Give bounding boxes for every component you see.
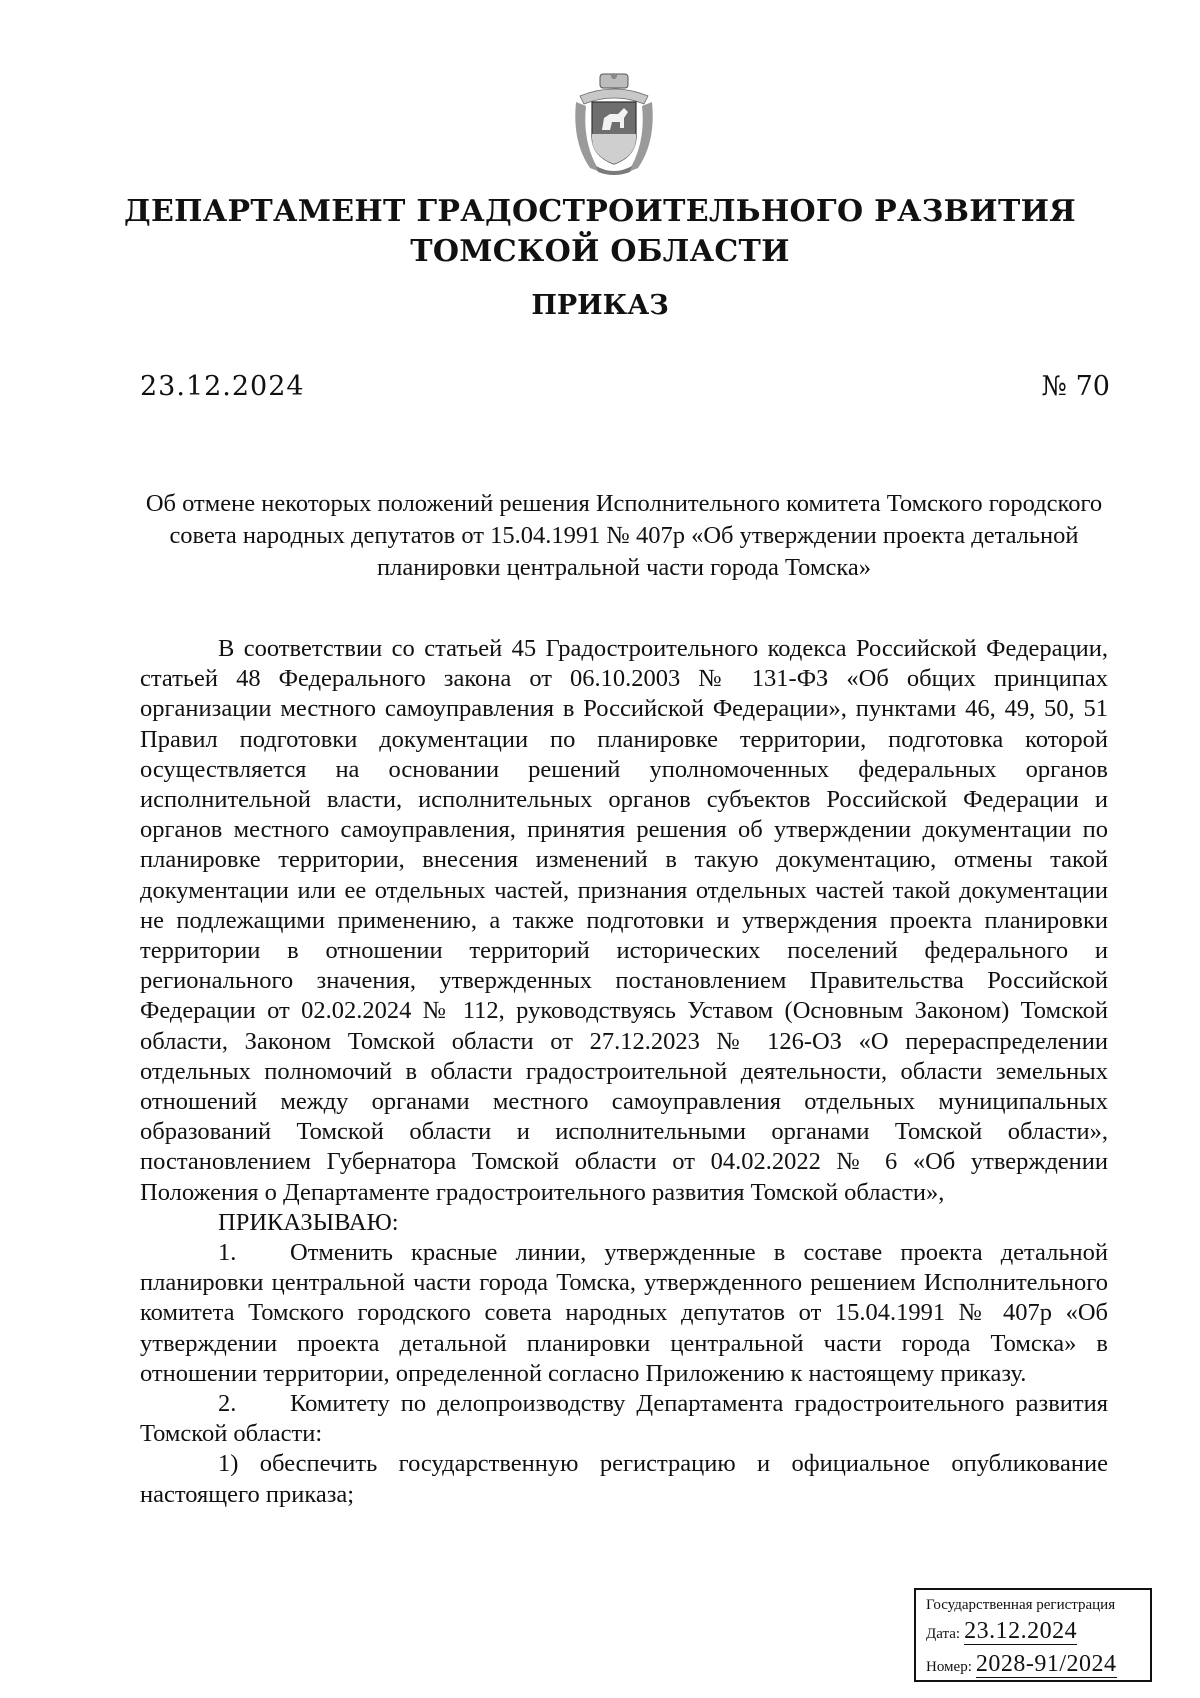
registration-date-value: 23.12.2024: [964, 1618, 1078, 1644]
order-item-number: 1.: [218, 1239, 237, 1267]
order-item-text: Отменить красные линии, утвержденные в составе проекта детальной планировки центральной части города Томска, утвержденного решением Исполнительного комитета Томского городского совета народных депутатов от 15.04.1991 № 407р «Об утверждении проекта детальной планировки центральной части города Томска» в отношении территории, определенной согласно Приложению к настоящему приказу.: [140, 1239, 1108, 1387]
registration-number-row: [926, 1649, 1140, 1682]
order-item-number: 2.: [218, 1390, 237, 1418]
coat-of-arms-icon: [570, 72, 658, 176]
registration-number-value: 2028-91/2024: [975, 1651, 1117, 1677]
document-subject: Об отмене некоторых положений решения Исполнительного комитета Томского городского совета народных депутатов от 15.04.1991 № 407р «Об утверждении проекта детальной планировки центральной части города Томска»: [145, 490, 1103, 581]
document-date: 23.12.2024: [140, 371, 305, 402]
order-subitem-1: 1) обеспечить государственную регистрацию и официальное опубликование настоящего приказа;: [140, 1450, 1108, 1508]
document-number: № 70: [1041, 371, 1110, 402]
department-name: [0, 192, 1200, 272]
preamble-paragraph: В соответствии со статьей 45 Градостроительного кодекса Российской Федерации, статьей 48 Федерального закона от 06.10.2003 № 131-ФЗ «Об общих принципах организации местного самоуправления в Российской Федерации», пунктами 46, 49, 50, 51 Правил подготовки документации по планировке территории, подготовка которой осуществляется на основании решений уполномоченных федеральных органов исполнительной власти, исполнительных органов субъектов Российской Федерации и органов местного самоуправления, принятия решения об утверждении документации по планировке территории, внесения изменений в такую документацию, отмены такой документации или ее отдельных частей, признания отдельных частей такой документации не подлежащими применению, а также подготовки и утверждения проекта планировки территории в отношении территорий исторических поселений федерального и регионального значения, утвержденных постановлением Правительства Российской Федерации от 02.02.2024 № 112, руководствуясь Уставом (Основным Законом) Томской области, Законом Томской области от 27.12.2023 № 126-ОЗ «О перераспределении отдельных полномочий в области градостроительной деятельности, области земельных отношений между органами местного самоуправления отдельных муниципальных образований Томской области и исполнительными органами Томской области», постановлением Губернатора Томской области от 04.02.2022 № 6 «Об утверждении Положения о Департаменте градостроительного развития Томской области»,: [140, 635, 1108, 1206]
order-item-text: Комитету по делопроизводству Департамента градостроительного развития Томской области:: [140, 1390, 1108, 1448]
order-item-1: [140, 1238, 1108, 1389]
registration-date-row: [926, 1616, 1140, 1649]
document-body: [140, 634, 1108, 1510]
registration-title: Государственная регистрация: [926, 1597, 1116, 1613]
registration-stamp: [914, 1588, 1152, 1682]
department-name-line1: ДЕПАРТАМЕНТ ГРАДОСТРОИТЕЛЬНОГО РАЗВИТИЯ: [124, 194, 1076, 229]
order-word: ПРИКАЗЫВАЮ:: [218, 1208, 399, 1236]
department-name-line2: ТОМСКОЙ ОБЛАСТИ: [410, 234, 790, 269]
order-item-2: [140, 1389, 1108, 1449]
registration-date-label: Дата:: [926, 1626, 961, 1642]
registration-number-label: Номер:: [926, 1659, 972, 1675]
document-type: ПРИКАЗ: [531, 290, 669, 321]
